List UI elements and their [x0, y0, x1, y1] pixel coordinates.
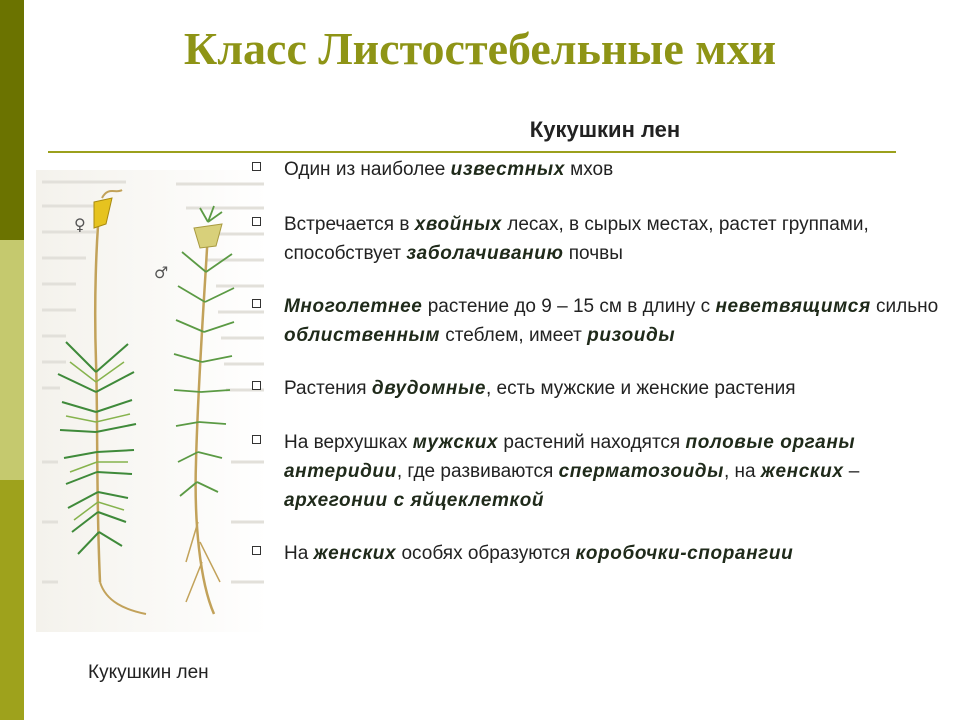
bullet-text-run: –	[843, 461, 860, 482]
bullet-text	[284, 210, 942, 268]
emphasis-text: Многолетнее	[284, 296, 423, 317]
bullet-text	[284, 155, 942, 184]
emphasis-text: облиственным	[284, 325, 441, 346]
emphasis-text: женских	[760, 461, 844, 482]
emphasis-text: женских	[313, 543, 397, 564]
decor-bar-segment	[0, 480, 24, 720]
square-bullet-icon	[252, 162, 261, 171]
bullet-text-run: почвы	[563, 243, 623, 264]
decor-bar-segment	[0, 0, 24, 240]
bullet-text	[284, 428, 942, 515]
slide-subtitle: Кукушкин лен	[529, 117, 681, 142]
bullet-item	[252, 210, 942, 268]
bullet-text-run: растение до 9 – 15 см в длину с	[422, 296, 716, 317]
square-bullet-icon	[252, 299, 261, 308]
bullet-text-run: стеблем, имеет	[440, 325, 588, 346]
bullet-text-run: лесах, в сырых местах, растет группами, способствует	[284, 214, 869, 264]
bullet-item	[252, 374, 942, 403]
bullet-text-run: мхов	[564, 159, 614, 180]
emphasis-text: архегонии с яйцеклеткой	[284, 490, 545, 511]
emphasis-text: мужских	[412, 432, 499, 453]
bullet-text	[284, 292, 942, 350]
bullet-text-run: Встречается в	[284, 214, 415, 235]
emphasis-text: половые органы антеридии	[284, 432, 856, 482]
bullet-text-run: На	[284, 543, 314, 564]
square-bullet-icon	[252, 217, 261, 226]
emphasis-text: двудомные	[371, 378, 486, 399]
divider-line	[48, 151, 896, 153]
bullet-text-run: сильно	[870, 296, 939, 317]
emphasis-text: неветвящимся	[715, 296, 871, 317]
bullet-item	[252, 155, 942, 184]
bullet-text-run: Один из наиболее	[284, 159, 451, 180]
bullet-item	[252, 428, 942, 515]
image-caption: Кукушкин лен	[88, 662, 209, 683]
bullet-text-run: На верхушках	[284, 432, 413, 453]
emphasis-text: ризоиды	[587, 325, 676, 346]
bullet-text-run: , где развиваются	[396, 461, 559, 482]
emphasis-text: коробочки-спорангии	[575, 543, 794, 564]
square-bullet-icon	[252, 546, 261, 555]
emphasis-text: сперматозоиды	[558, 461, 724, 482]
bullet-text-run: , есть мужские и женские растения	[485, 378, 796, 399]
bullet-text	[284, 539, 942, 568]
emphasis-text: хвойных	[414, 214, 502, 235]
bullet-text-run: особях образуются	[396, 543, 576, 564]
square-bullet-icon	[252, 435, 261, 444]
bullet-item	[252, 539, 942, 568]
female-symbol: ♀	[74, 215, 86, 234]
left-decor-bar	[0, 0, 24, 720]
emphasis-text: заболачиванию	[406, 243, 564, 264]
male-symbol: ♂	[154, 263, 169, 282]
emphasis-text: известных	[450, 159, 565, 180]
bullet-text-run: растений находятся	[498, 432, 686, 453]
bullet-text-run: Растения	[284, 378, 372, 399]
bullet-text-run: , на	[723, 461, 761, 482]
slide-title: Класс Листостебельные мхи	[183, 23, 777, 74]
bullet-item	[252, 292, 942, 350]
decor-bar-segment	[0, 240, 24, 480]
moss-illustration	[36, 162, 268, 632]
square-bullet-icon	[252, 381, 261, 390]
bullet-text	[284, 374, 942, 403]
